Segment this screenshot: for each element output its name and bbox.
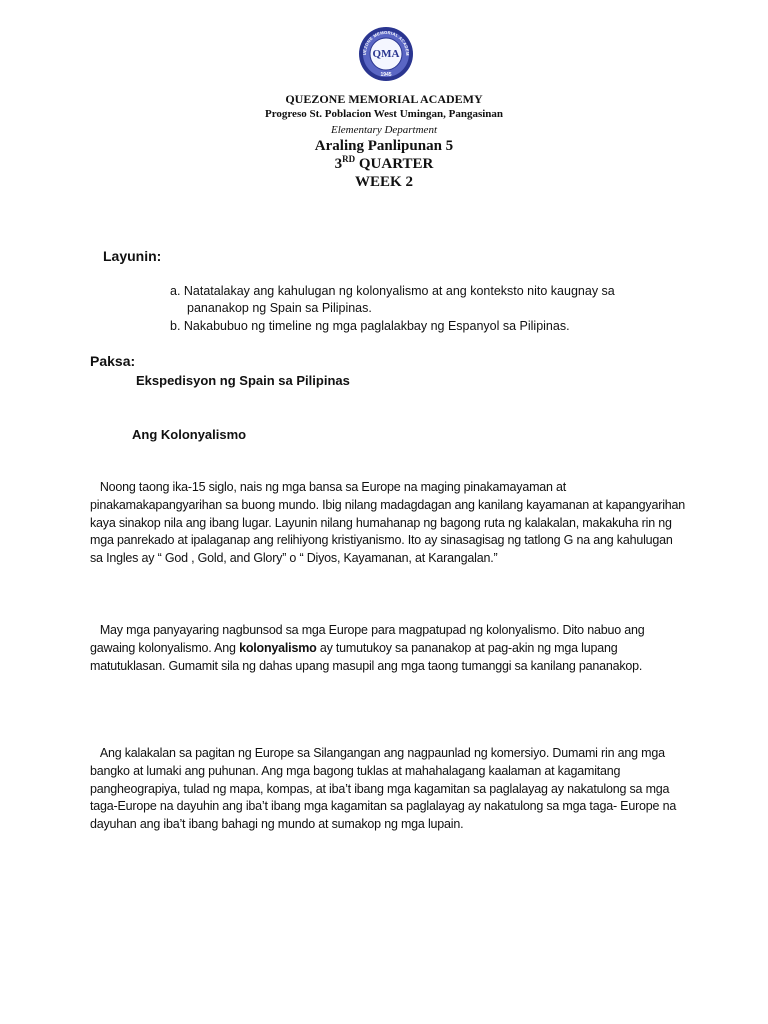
seal-year: 1945 xyxy=(380,72,392,78)
objective-a-line2: pananakop ng Spain sa Pilipinas. xyxy=(187,301,372,315)
school-logo xyxy=(358,24,414,86)
paragraph-3 xyxy=(90,745,686,834)
paragraph-2-before: May mga panyayaring nagbunsod sa mga Europe para magpatupad ng kolonyalismo. Dito nabuo ang gawaing kolonyalismo. Ang xyxy=(90,623,645,655)
week-title: WEEK 2 xyxy=(355,174,413,190)
layunin-heading: Layunin: xyxy=(103,248,162,264)
quarter-title xyxy=(0,156,768,173)
paragraph-2-term: kolonyalismo xyxy=(239,640,317,655)
objective-b: b. Nakabubuo ng timeline ng mga paglalakbay ng Espanyol sa Pilipinas. xyxy=(170,319,570,333)
paragraph-3-text: Ang kalakalan sa pagitan ng Europe sa Silangangan ang nagpaunlad ng komersiyo. Dumami rin ang mga bangko at lumaki ang puhunan. Ang mga bagong tuklas at mahahalagang kaalaman at kagamitang pangheograpiya, tulad ng mapa, kompas, at iba’t ibang mga kagamitan sa paglalayag ay nakatulong sa mga taga-Europe na dayuhin ang iba’t ibang mga kagamitan sa paglalayag ay nakatulong sa mga taga- Europe na dayuhan ang iba’t ibang bahagi ng mundo at sumakop ng mga lupain. xyxy=(90,746,677,832)
school-name: QUEZONE MEMORIAL ACADEMY xyxy=(285,92,483,106)
quarter-word: QUARTER xyxy=(358,156,434,172)
seal-initials: QMA xyxy=(372,48,400,60)
paragraph-1 xyxy=(90,479,686,568)
school-address: Progreso St. Poblacion West Umingan, Pangasinan xyxy=(264,108,504,120)
paragraph-2-after: ay tumutukoy sa pananakop at pag-akin ng mga lupang matutuklasan. Gumamit sila ng dahas upang masupil ang mga taong tumanggi sa kanilang pananakop. xyxy=(90,640,643,673)
paragraph-2 xyxy=(90,622,686,675)
topic-title: Ekspedisyon ng Spain sa Pilipinas xyxy=(136,373,350,388)
paksa-heading: Paksa: xyxy=(90,353,136,369)
subject-title: Araling Panlipunan 5 xyxy=(314,138,454,154)
paragraph-1-text: Noong taong ika-15 siglo, nais ng mga bansa sa Europe na maging pinakamayaman at pinakamakapangyarihan sa buong mundo. Ibig nilang madagdagan ang kanilang kayamanan at kapangyarihan kaya sinakop nila ang ibang lugar. Layunin nilang humahanap ng bagong ruta ng kalakalan, makakuha rin ng mga panrekado at ipalaganap ang relihiyong kristiyanismo. Ito ay sinasagisag ng tatlong G na ang kahulugan sa Ingles ay “ God , Gold, and Glory” o “ Diyos, Kayamanan, at Karangalan.” xyxy=(90,480,686,566)
department-label: Elementary Department xyxy=(331,124,437,136)
quarter-number: 3 xyxy=(334,156,343,172)
quarter-ordinal: RD xyxy=(342,154,356,164)
seal-ring-text: UEZONE MEMORIAL ACADEM xyxy=(361,29,411,56)
section-heading: Ang Kolonyalismo xyxy=(132,427,247,442)
objective-a xyxy=(170,283,690,317)
objective-a-line1: a. Natatalakay ang kahulugan ng kolonyalismo at ang konteksto nito kaugnay sa xyxy=(170,284,615,298)
school-seal-icon xyxy=(358,24,414,86)
